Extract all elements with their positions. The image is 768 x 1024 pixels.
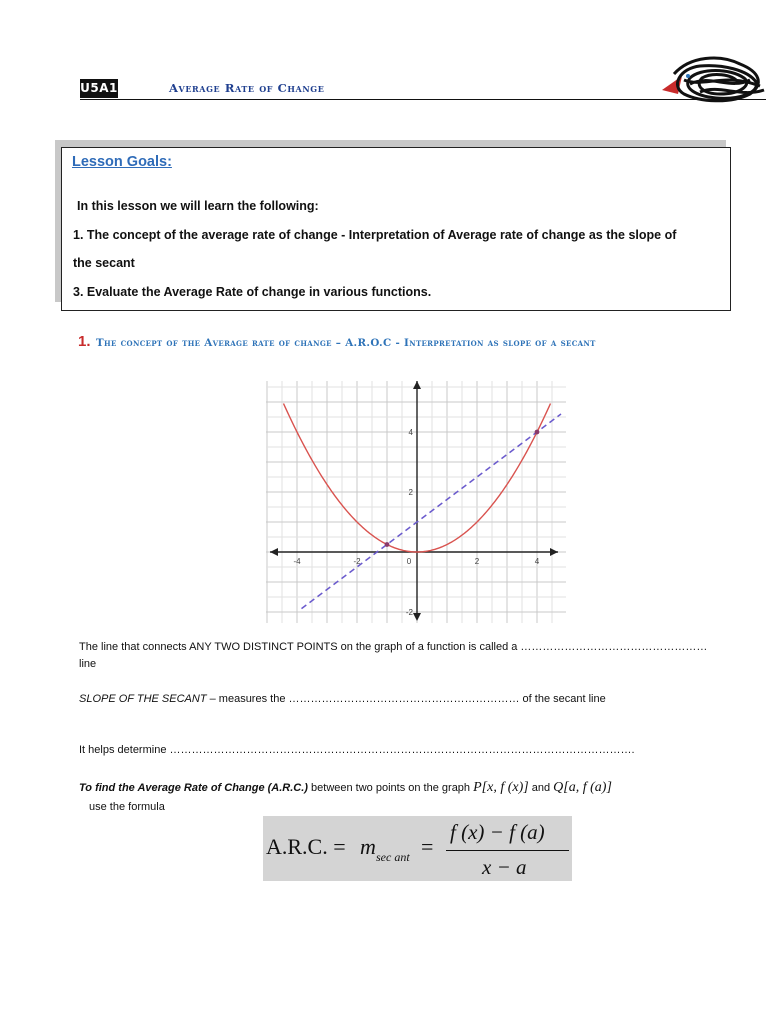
goal-3: 3. Evaluate the Average Rate of change in various functions. <box>73 285 432 299</box>
logo-scribble-image <box>660 54 768 104</box>
graph-grid <box>266 381 566 623</box>
helps-determine-line: It helps determine ………………………………………………………………………………………………………………. <box>79 744 635 756</box>
arc-lead: To find the Average Rate of Change (A.R.C.) <box>79 782 308 794</box>
y-tick-label: -2 <box>405 608 413 617</box>
formula-intro: use the formula <box>89 801 165 813</box>
goal-1-line-1: 1. The concept of the average rate of change - Interpretation of Average rate of change as the slope of <box>73 228 677 242</box>
y-tick-label: 2 <box>408 488 413 497</box>
secant-definition-line-1: The line that connects ANY TWO DISTINCT POINTS on the graph of a function is called a …………………………………………… <box>79 641 708 653</box>
x-tick-label: 4 <box>534 557 540 566</box>
unit-badge: U5A1 <box>80 79 118 98</box>
y-tick-label: 4 <box>408 428 413 437</box>
parabola-secant-graph <box>266 381 566 623</box>
arc-mid: between two points on the graph <box>307 782 474 794</box>
secant-point <box>535 430 540 435</box>
y-axis-arrow-up <box>413 381 421 389</box>
formula-denominator: x − a <box>482 855 527 879</box>
formula-fraction-bar <box>446 850 569 851</box>
slope-label: SLOPE OF THE SECANT <box>79 693 207 705</box>
section-number: 1. <box>78 333 91 350</box>
x-tick-label: -2 <box>353 557 361 566</box>
formula-m: m <box>360 834 376 859</box>
x-axis-arrow-right <box>550 548 558 556</box>
formula-lhs: A.R.C. = <box>266 834 346 859</box>
formula-equals: = <box>421 834 434 859</box>
slope-text: – measures the ……………………………………………………… of the secant line <box>206 693 606 705</box>
x-tick-label: 2 <box>474 557 480 566</box>
formula-subscript: sec ant <box>376 850 410 864</box>
x-axis-arrow-left <box>270 548 278 556</box>
lesson-goals-intro: In this lesson we will learn the following: <box>77 199 319 213</box>
and-text: and <box>528 782 554 794</box>
point-p: P[x, f (x)] <box>473 780 529 795</box>
section-title: The concept of the Average rate of change – A.R.O.C - Interpretation as slope of a secant <box>96 337 596 349</box>
point-q: Q[a, f (a)] <box>553 780 612 795</box>
secant-definition-line-2: line <box>79 658 97 670</box>
secant-point <box>385 542 390 547</box>
y-axis-arrow-down <box>413 613 421 621</box>
arc-instruction-line <box>79 780 612 796</box>
x-tick-label: 0 <box>406 557 412 566</box>
slope-of-secant-line <box>79 693 606 705</box>
goal-1-line-2: the secant <box>73 256 135 270</box>
header-title: Average Rate of Change <box>169 81 325 95</box>
formula-numerator: f (x) − f (a) <box>450 820 545 844</box>
x-tick-label: -4 <box>293 557 301 566</box>
lesson-goals-heading: Lesson Goals: <box>72 154 172 170</box>
